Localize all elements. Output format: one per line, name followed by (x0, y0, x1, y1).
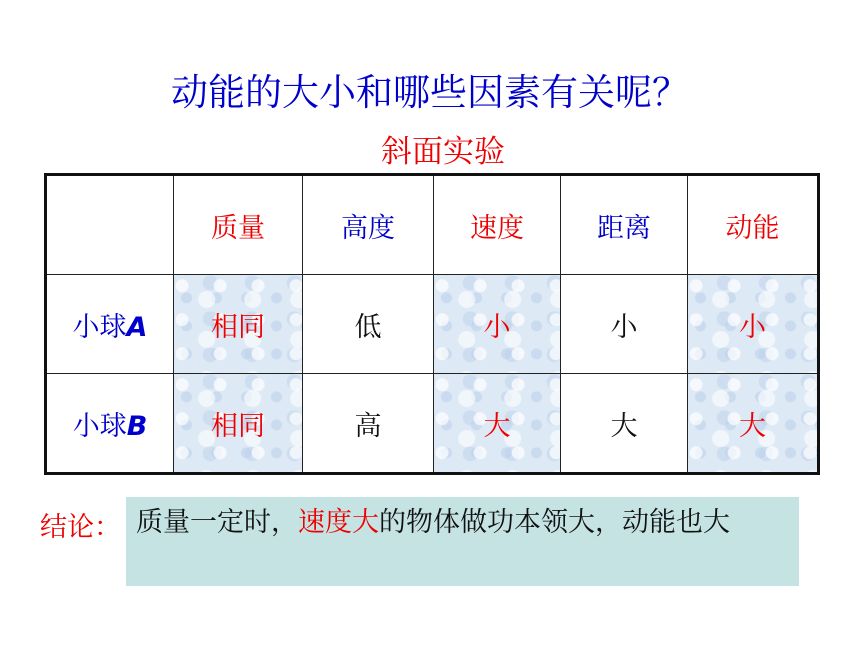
cell-a-kinetic-energy: 小 (688, 275, 819, 374)
row-label-prefix: 小球 (72, 311, 127, 343)
cell-a-distance: 小 (561, 275, 688, 374)
row-label-prefix: 小球 (72, 410, 127, 442)
cell-b-mass: 相同 (174, 374, 303, 474)
cell-a-mass: 相同 (174, 275, 303, 374)
row-label-ball-b (46, 374, 174, 474)
conclusion-text-after: 的物体做功本领大，动能也大 (379, 507, 730, 538)
header-height: 高度 (303, 175, 434, 275)
experiment-subtitle: 斜面实验 (381, 134, 505, 170)
header-speed: 速度 (434, 175, 561, 275)
row-label-letter: B (126, 410, 148, 442)
row-label-letter: A (126, 311, 148, 343)
conclusion-box (126, 497, 799, 586)
conclusion-highlight: 速度大 (298, 507, 379, 538)
experiment-table (44, 173, 820, 475)
cell-a-speed: 小 (434, 275, 561, 374)
table-row-ball-b (46, 374, 819, 474)
table-header-row (46, 175, 819, 275)
row-label-ball-a (46, 275, 174, 374)
header-corner-cell (46, 175, 174, 275)
page-title: 动能的大小和哪些因素有关呢？ (171, 71, 689, 114)
header-kinetic-energy: 动能 (688, 175, 819, 275)
cell-b-speed: 大 (434, 374, 561, 474)
cell-a-height: 低 (303, 275, 434, 374)
table-row-ball-a (46, 275, 819, 374)
header-mass: 质量 (174, 175, 303, 275)
cell-b-kinetic-energy: 大 (688, 374, 819, 474)
conclusion-text-before: 质量一定时， (136, 507, 298, 538)
cell-b-distance: 大 (561, 374, 688, 474)
header-distance: 距离 (561, 175, 688, 275)
conclusion-label: 结论： (40, 512, 121, 543)
cell-b-height: 高 (303, 374, 434, 474)
